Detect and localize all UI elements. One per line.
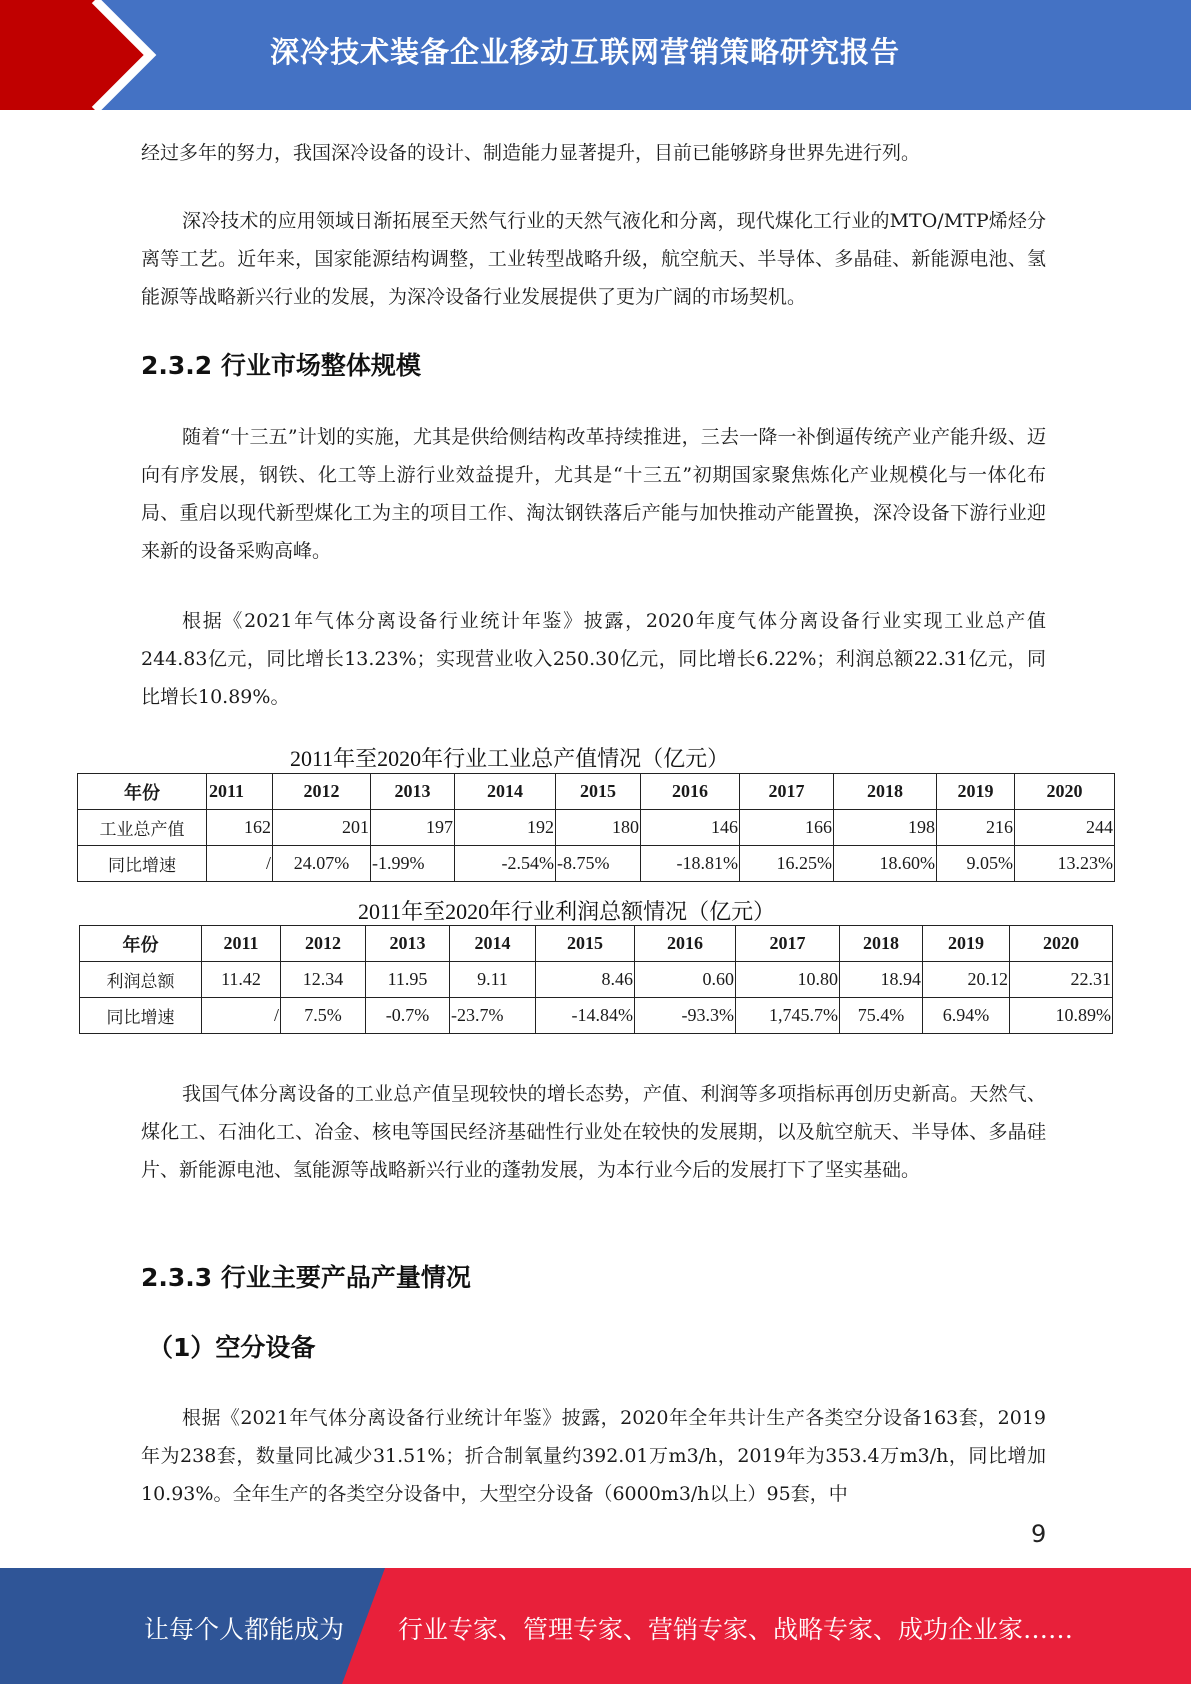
footer-banner: [0, 1568, 1191, 1684]
table-header-row: [78, 774, 1115, 810]
table-header-cell: 2017: [740, 774, 834, 810]
table-header-cell: 2014: [455, 774, 556, 810]
table-header-cell: 2013: [366, 926, 450, 962]
table-header-cell: 2018: [840, 926, 923, 962]
table-header-cell: 年份: [80, 926, 202, 962]
table-cell: -1.99%: [371, 846, 455, 882]
table-cell: -93.3%: [635, 998, 736, 1034]
table-cell: -8.75%: [556, 846, 641, 882]
table-cell: 18.60%: [834, 846, 937, 882]
table-cell: -14.84%: [536, 998, 635, 1034]
paragraph-statistics: 根据《2021年气体分离设备行业统计年鉴》披露，2020年度气体分离设备行业实现工业总产值244.83亿元，同比增长13.23%；实现营业收入250.30亿元，同比增长6.22%；利润总额22.31亿元，同比增长10.89%。: [141, 610, 1046, 708]
header-banner: [0, 0, 1191, 110]
table-row-label: 利润总额: [80, 962, 202, 998]
table-cell: 10.80: [736, 962, 840, 998]
table-header-cell: 2020: [1010, 926, 1113, 962]
table-header-cell: 2018: [834, 774, 937, 810]
table-header-cell: 2015: [556, 774, 641, 810]
table-header-row: [80, 926, 1113, 962]
table-cell: 75.4%: [840, 998, 923, 1034]
table-header-cell: 2019: [923, 926, 1010, 962]
table-row: [78, 846, 1115, 882]
footer-slogan-left: 让每个人都能成为: [144, 1615, 345, 1644]
table-header-cell: 2011: [202, 926, 281, 962]
paragraph-policy: 随着“十三五”计划的实施，尤其是供给侧结构改革持续推进，三去一降一补倒逼传统产业产能升级、迈向有序发展，钢铁、化工等上游行业效益提升，尤其是“十三五”初期国家聚焦炼化产业规模化与一体化布局、重启以现代新型煤化工为主的项目工作、淘汰钢铁落后产能与加快推动产能置换，深冷设备下游行业迎来新的设备采购高峰。: [141, 426, 1046, 562]
table-cell: -23.7%: [450, 998, 536, 1034]
table-header-cell: 2011: [207, 774, 273, 810]
section-heading-2-3-3: 2.3.3 行业主要产品产量情况: [141, 1263, 471, 1292]
section-heading-2-3-2: 2.3.2 行业市场整体规模: [141, 351, 421, 380]
table-header-cell: 2017: [736, 926, 840, 962]
paragraph-applications: 深冷技术的应用领域日渐拓展至天然气行业的天然气液化和分离，现代煤化工行业的MTO/MTP烯烃分离等工艺。近年来，国家能源结构调整，工业转型战略升级，航空航天、半导体、多晶硅、新能源电池、氢能源等战略新兴行业的发展，为深冷设备行业发展提供了更为广阔的市场契机。: [141, 210, 1046, 308]
table-cell: 24.07%: [273, 846, 371, 882]
table-cell: 20.12: [923, 962, 1010, 998]
table-cell: 18.94: [840, 962, 923, 998]
table-row-label: 同比增速: [78, 846, 207, 882]
output-value-table: [77, 773, 1115, 882]
table-cell: /: [202, 998, 281, 1034]
paragraph-intro: 经过多年的努力，我国深冷设备的设计、制造能力显著提升，目前已能够跻身世界先进行列。: [141, 142, 921, 164]
table1-caption: 2011年至2020年行业工业总产值情况（亿元）: [290, 746, 730, 771]
table-row: [80, 998, 1113, 1034]
table-row-label: 工业总产值: [78, 810, 207, 846]
table-cell: -18.81%: [641, 846, 740, 882]
table-cell: 13.23%: [1015, 846, 1115, 882]
table-cell: 12.34: [281, 962, 366, 998]
table-cell: 216: [937, 810, 1015, 846]
table-cell: -0.7%: [366, 998, 450, 1034]
table-header-cell: 2015: [536, 926, 635, 962]
table-cell: 9.11: [450, 962, 536, 998]
table-cell: 192: [455, 810, 556, 846]
table-cell: 11.42: [202, 962, 281, 998]
table-cell: 22.31: [1010, 962, 1113, 998]
table2-caption: 2011年至2020年行业利润总额情况（亿元）: [358, 899, 776, 924]
table-cell: 146: [641, 810, 740, 846]
table-cell: 11.95: [366, 962, 450, 998]
table-cell: 180: [556, 810, 641, 846]
table-header-cell: 年份: [78, 774, 207, 810]
table-row: [78, 810, 1115, 846]
table-row: [80, 962, 1113, 998]
table-cell: 198: [834, 810, 937, 846]
table-cell: 8.46: [536, 962, 635, 998]
paragraph-production: 根据《2021年气体分离设备行业统计年鉴》披露，2020年全年共计生产各类空分设备163套，2019年为238套，数量同比减少31.51%；折合制氧量约392.01万m3/h，2019年为353.4万m3/h，同比增加10.93%。全年生产的各类空分设备中，大型空分设备（6000m3/h以上）95套，中: [141, 1407, 1046, 1505]
table-cell: 6.94%: [923, 998, 1010, 1034]
table-header-cell: 2016: [641, 774, 740, 810]
table-row-label: 同比增速: [80, 998, 202, 1034]
profit-table: [79, 925, 1113, 1034]
table-cell: 201: [273, 810, 371, 846]
table-cell: 16.25%: [740, 846, 834, 882]
table-header-cell: 2020: [1015, 774, 1115, 810]
footer-slogan-right: 行业专家、管理专家、营销专家、战略专家、成功企业家……: [398, 1615, 1074, 1644]
table-header-cell: 2016: [635, 926, 736, 962]
table-cell: 0.60: [635, 962, 736, 998]
table-header-cell: 2013: [371, 774, 455, 810]
subheading-air-separation: （1）空分设备: [148, 1333, 316, 1362]
paragraph-growth: 我国气体分离设备的工业总产值呈现较快的增长态势，产值、利润等多项指标再创历史新高。天然气、煤化工、石油化工、冶金、核电等国民经济基础性行业处在较快的发展期，以及航空航天、半导体、多晶硅片、新能源电池、氢能源等战略新兴行业的蓬勃发展，为本行业今后的发展打下了坚实基础。: [141, 1083, 1046, 1181]
table-cell: 7.5%: [281, 998, 366, 1034]
table-cell: 10.89%: [1010, 998, 1113, 1034]
table-header-cell: 2012: [273, 774, 371, 810]
table-header-cell: 2012: [281, 926, 366, 962]
report-title: 深冷技术装备企业移动互联网营销策略研究报告: [270, 35, 901, 69]
page-number: 9: [1031, 1520, 1047, 1548]
table-cell: 197: [371, 810, 455, 846]
table-cell: 166: [740, 810, 834, 846]
table-cell: -2.54%: [455, 846, 556, 882]
table-header-cell: 2019: [937, 774, 1015, 810]
table-cell: 244: [1015, 810, 1115, 846]
table-cell: /: [207, 846, 273, 882]
table-cell: 162: [207, 810, 273, 846]
table-header-cell: 2014: [450, 926, 536, 962]
table-cell: 9.05%: [937, 846, 1015, 882]
table-cell: 1,745.7%: [736, 998, 840, 1034]
